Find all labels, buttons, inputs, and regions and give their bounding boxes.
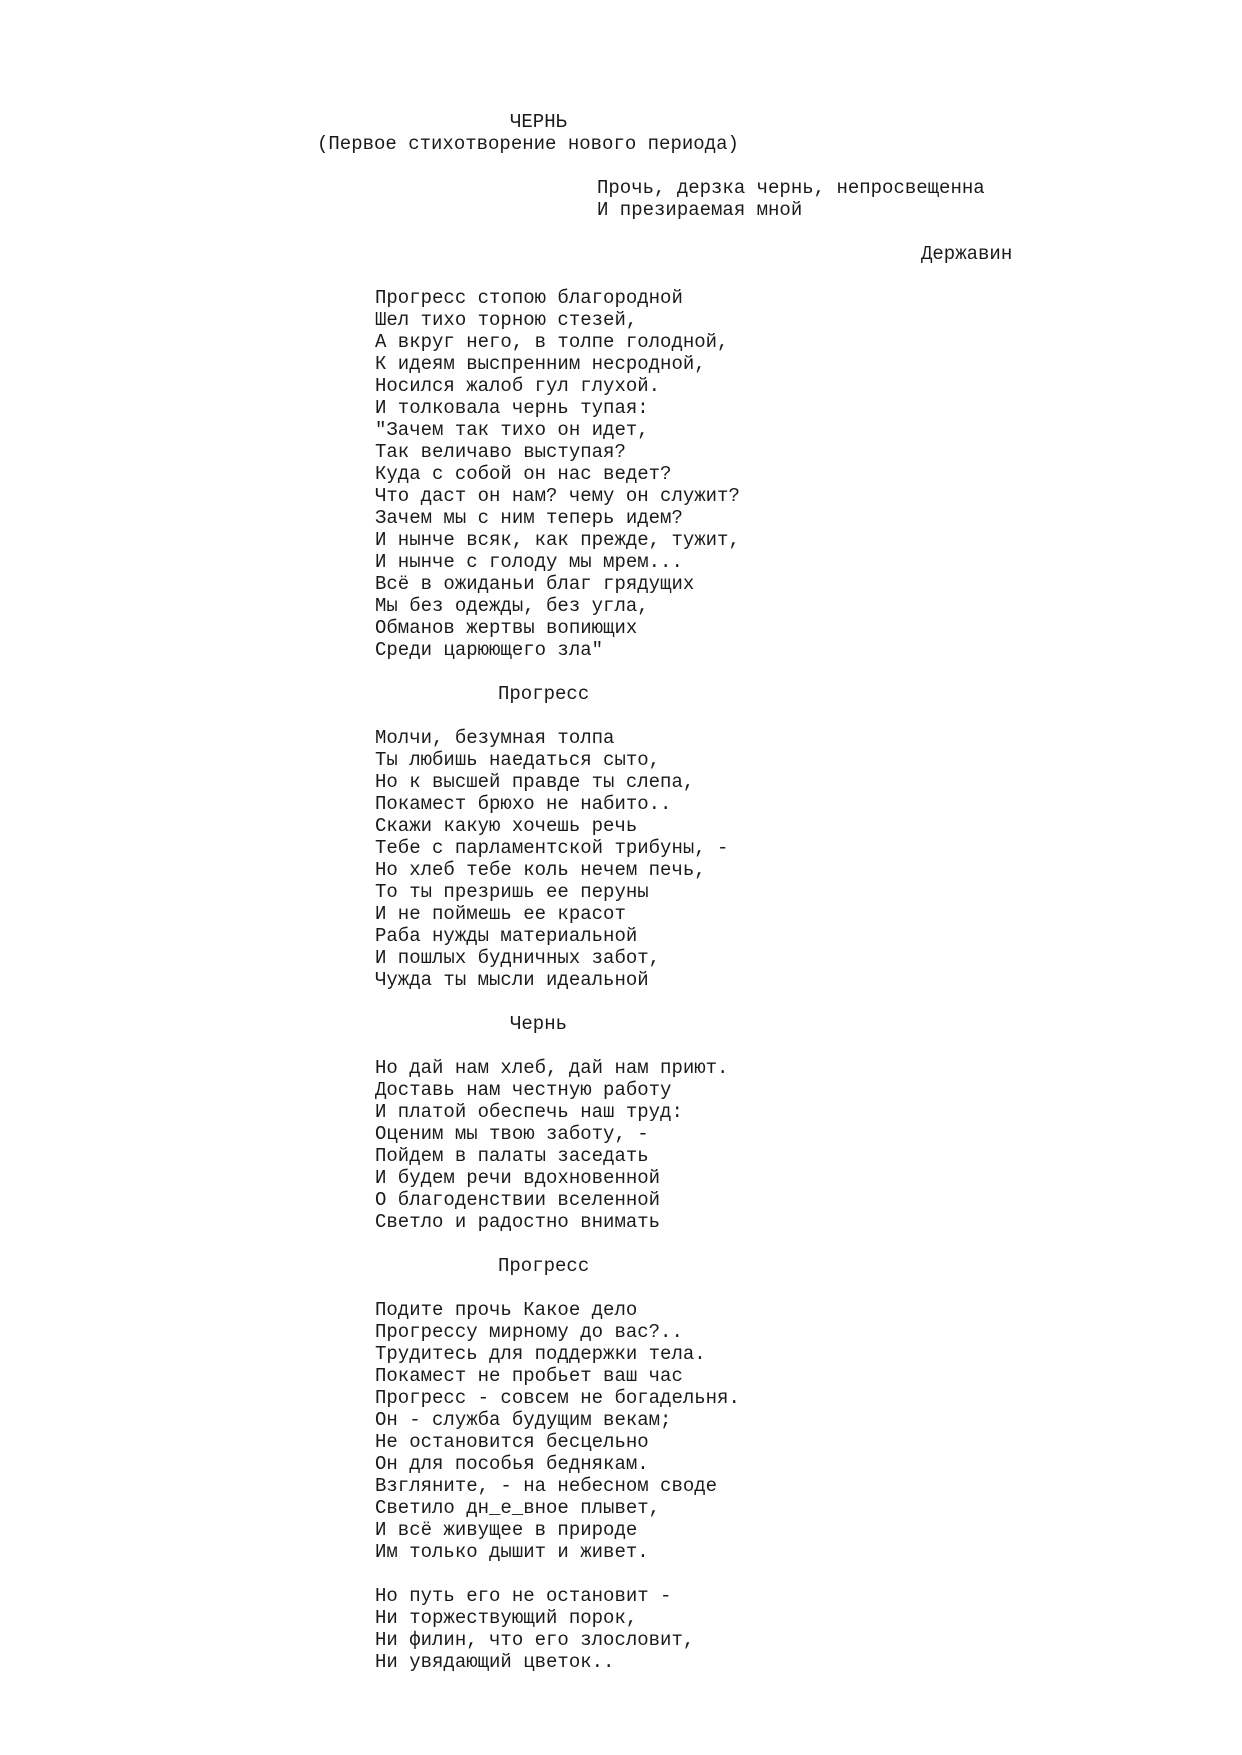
verse-line: Светло и радостно внимать — [375, 1211, 661, 1233]
verse-line: Ни филин, что его злословит, — [375, 1629, 695, 1651]
verse-line: Покамест брюхо не набито.. — [375, 793, 672, 815]
verse-line: Не остановится бесцельно — [375, 1431, 649, 1453]
speaker-heading: Прогресс — [498, 1255, 590, 1277]
verse-line: К идеям выспренним несродной, — [375, 353, 706, 375]
stanza-4 — [375, 1299, 740, 1563]
stanza-2 — [375, 727, 728, 991]
verse-line: О благоденствии вселенной — [375, 1189, 661, 1211]
verse-line: Обманов жертвы вопиющих — [375, 617, 638, 639]
poem-title: ЧЕРНЬ — [510, 111, 568, 133]
verse-line: "Зачем так тихо он идет, — [375, 419, 649, 441]
verse-line: И всё живущее в природе — [375, 1519, 638, 1541]
verse-line: Ни увядающий цветок.. — [375, 1651, 615, 1673]
verse-line: Но путь его не остановит - — [375, 1585, 672, 1607]
verse-line: То ты презришь ее перуны — [375, 881, 649, 903]
verse-line: Чужда ты мысли идеальной — [375, 969, 649, 991]
verse-line: Шел тихо торною стезей, — [375, 309, 638, 331]
verse-line: Так величаво выступая? — [375, 441, 626, 463]
verse-line: И будем речи вдохновенной — [375, 1167, 661, 1189]
verse-line: Молчи, безумная толпа — [375, 727, 615, 749]
verse-line: Оценим мы твою заботу, - — [375, 1123, 649, 1145]
verse-line: Он - служба будущим векам; — [375, 1409, 672, 1431]
verse-line: Им только дышит и живет. — [375, 1541, 649, 1563]
epigraph-author: Державин — [921, 243, 1013, 265]
verse-line: Прогресс - совсем не богадельня. — [375, 1387, 740, 1409]
verse-line: Прогрессу мирному до вас?.. — [375, 1321, 683, 1343]
verse-line: Подите прочь Какое дело — [375, 1299, 638, 1321]
epigraph-line: И презираемая мной — [597, 199, 803, 221]
verse-line: Куда с собой он нас ведет? — [375, 463, 672, 485]
verse-line: Пойдем в палаты заседать — [375, 1145, 649, 1167]
verse-line: Тебе с парламентской трибуны, - — [375, 837, 729, 859]
verse-line: Но дай нам хлеб, дай нам приют. — [375, 1057, 729, 1079]
verse-line: Трудитесь для поддержки тела. — [375, 1343, 706, 1365]
verse-line: Что даст он нам? чему он служит? — [375, 485, 740, 507]
verse-line: Ты любишь наедаться сыто, — [375, 749, 661, 771]
verse-line: Всё в ожиданьи благ грядущих — [375, 573, 695, 595]
stanza-1 — [375, 287, 740, 661]
epigraph-line: Прочь, дерзка чернь, непросвещенна — [597, 177, 985, 199]
verse-line: Носился жалоб гул глухой. — [375, 375, 661, 397]
verse-line: И пошлых будничных забот, — [375, 947, 661, 969]
verse-line: Среди царюющего зла" — [375, 639, 604, 661]
verse-line: И нынче с голоду мы мрем... — [375, 551, 683, 573]
verse-line: Скажи какую хочешь речь — [375, 815, 638, 837]
verse-line: Зачем мы с ним теперь идем? — [375, 507, 683, 529]
verse-line: Прогресс стопою благородной — [375, 287, 683, 309]
stanza-3 — [375, 1057, 728, 1233]
speaker-heading: Прогресс — [498, 683, 590, 705]
verse-line: И платой обеспечь наш труд: — [375, 1101, 683, 1123]
verse-line: Но к высшей правде ты слепа, — [375, 771, 695, 793]
verse-line: Мы без одежды, без угла, — [375, 595, 649, 617]
verse-line: Покамест не пробьет ваш час — [375, 1365, 683, 1387]
verse-line: Взгляните, - на небесном своде — [375, 1475, 718, 1497]
poem-subtitle: (Первое стихотворение нового периода) — [317, 133, 739, 155]
verse-line: Он для пособья беднякам. — [375, 1453, 649, 1475]
verse-line: А вкруг него, в толпе голодной, — [375, 331, 729, 353]
verse-line: И толковала чернь тупая: — [375, 397, 649, 419]
verse-line: И не поймешь ее красот — [375, 903, 626, 925]
verse-line: Ни торжествующий порок, — [375, 1607, 638, 1629]
verse-line: Светило дн_е_вное плывет, — [375, 1497, 661, 1519]
verse-line: Доставь нам честную работу — [375, 1079, 672, 1101]
stanza-5 — [375, 1585, 694, 1673]
verse-line: Раба нужды материальной — [375, 925, 638, 947]
speaker-heading: Чернь — [510, 1013, 568, 1035]
verse-line: Но хлеб тебе коль нечем печь, — [375, 859, 706, 881]
verse-line: И нынче всяк, как прежде, тужит, — [375, 529, 740, 551]
